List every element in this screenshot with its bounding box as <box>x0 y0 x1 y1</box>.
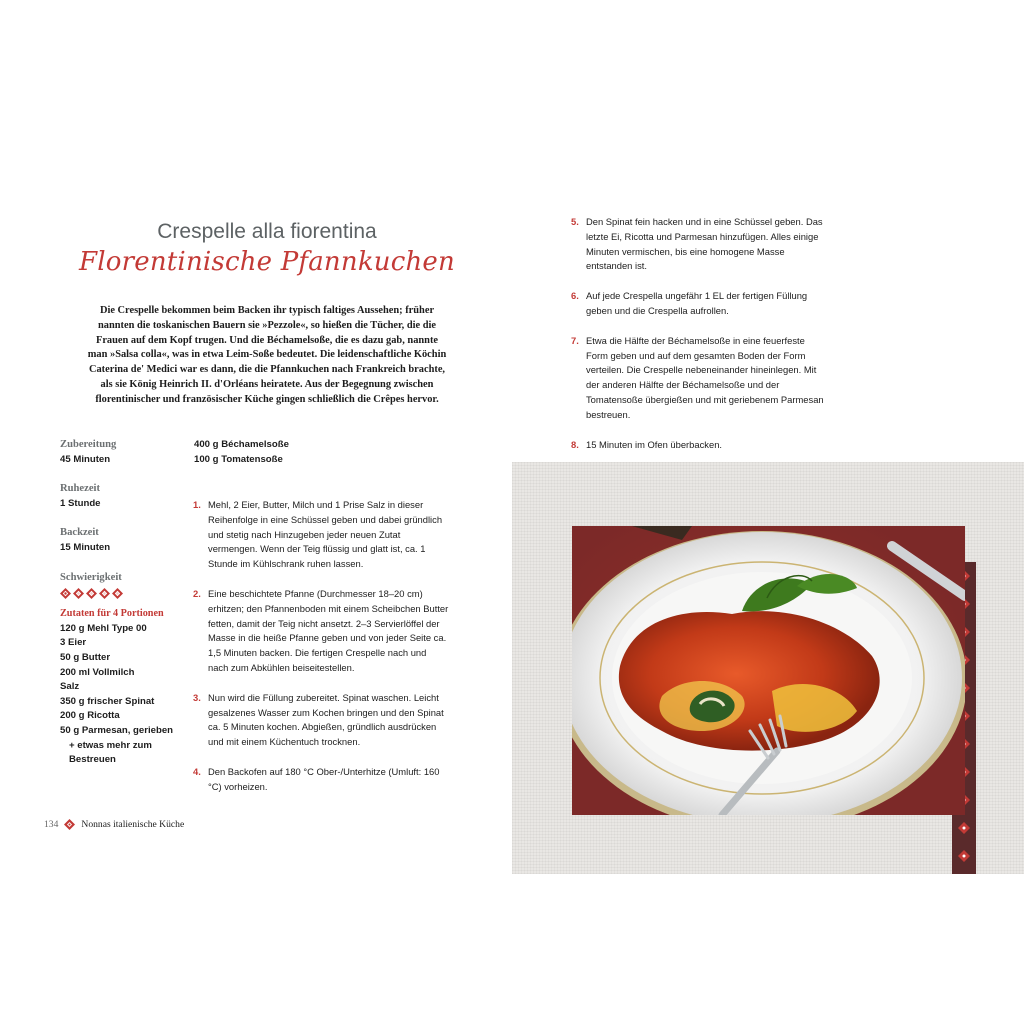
rest-label: Ruhezeit <box>60 483 101 495</box>
difficulty-label: Schwierigkeit <box>60 571 122 583</box>
bake-value: 15 Minuten <box>60 541 111 553</box>
ingredient-item: 120 g Mehl Type 00 <box>60 622 147 634</box>
step-number: 8. <box>571 438 579 450</box>
difficulty-diamond-empty-icon <box>73 588 84 599</box>
ingredient-item: Bestreuen <box>69 754 116 766</box>
rest-time <box>60 482 190 511</box>
bake-time <box>60 526 190 555</box>
ingredient-item: Salz <box>60 681 80 693</box>
step-text: Auf jede Crespella ungefähr 1 EL der fertigen Füllung geben und die Crespella aufrollen. <box>586 290 808 316</box>
prep-label: Zubereitung <box>60 439 117 450</box>
page-footer <box>44 819 184 830</box>
ingredient-item: 50 g Parmesan, gerieben <box>60 724 174 736</box>
intro-line: Caterina de' Medici war es dann, die die Pfannkuchen nach Frankreich brachte, <box>88 364 446 376</box>
step-text: Mehl, 2 Eier, Butter, Milch und 1 Prise Salz in dieser Reihenfolge in eine Schüssel geben und dabei gründlich und stetig nach Hinzugeben jeder neuen Zutat vermengen. Wenn der Teig flüssig und glatt ist, ca. 1 Stunde im Kühlschrank ruhen lassen. <box>208 499 443 570</box>
ingredient-item: 3 Eier <box>60 637 87 649</box>
step-text: 15 Minuten im Ofen überbacken. <box>586 438 723 450</box>
recipe-title-italian: Crespelle alla fiorentina <box>157 220 377 243</box>
difficulty-diamond-empty-icon <box>99 588 110 599</box>
extra-ingredient-item: 400 g Béchamelsoße <box>194 439 289 450</box>
intro-line: nannten die toskanischen Bauern sie »Pezzole«, so hießen die Tücher, die die <box>97 319 436 331</box>
step-text: Eine beschichtete Pfanne (Durchmesser 18–20 cm) erhitzen; den Pfannenboden mit einem Scheibchen Butter fetten, damit der Teig nicht ansetzt. 2–3 Servierlöffel der Masse in die heiße Pfanne geben und von jeder Seite ca. 1,5 Minuten backen. Die fertigen Crespelle nach und nach zum Abkühlen beiseitestellen. <box>208 587 449 673</box>
recipe-step <box>193 587 449 676</box>
steps-column-left <box>193 498 449 810</box>
book-title: Nonnas italienische Küche <box>81 819 185 830</box>
recipe-meta <box>60 438 190 768</box>
intro-line: Die Crespelle bekommen beim Backen ihr typisch faltiges Aussehen; früher <box>99 305 435 316</box>
difficulty-diamond-filled-icon <box>60 588 71 599</box>
bake-label: Backzeit <box>60 527 99 539</box>
recipe-step <box>571 334 827 423</box>
step-text: Den Backofen auf 180 °C Ober-/Unterhitze (Umluft: 160 °C) vorheizen. <box>208 765 440 792</box>
step-text: Nun wird die Füllung zubereitet. Spinat waschen. Leicht gesalzenes Wasser zum Kochen bringen und den Spinat ca. 5 Minuten kochen. Abgießen, gründlich ausdrücken und mit einem Küchentuch trocknen. <box>208 691 444 748</box>
ingredient-item: 350 g frischer Spinat <box>60 695 155 707</box>
step-text: Den Spinat fein hacken und in eine Schüssel geben. Das letzte Ei, Ricotta und Parmesan hinzufügen. Alles einige Minuten vermischen, bis eine homogene Masse entstanden ist. <box>586 216 823 272</box>
rest-value: 1 Stunde <box>60 497 101 509</box>
diamond-ornament-icon <box>64 819 75 830</box>
recipe-step <box>193 498 449 572</box>
difficulty-diamond-empty-icon <box>112 588 123 599</box>
dish-photo <box>572 526 965 815</box>
recipe-step <box>571 215 827 274</box>
prep-value: 45 Minuten <box>60 453 111 465</box>
recipe-step <box>571 289 827 319</box>
difficulty <box>60 571 190 600</box>
step-number: 5. <box>571 216 579 227</box>
intro-line: als sie König Heinrich II. d'Orléans heiratete. Aus der Begegnung zwischen <box>100 378 434 390</box>
steps-column-right <box>571 215 827 467</box>
intro-line: man »Salsa colla«, was in etwa Leim-Soße bedeutet. Die leidenschaftliche Köchin <box>87 349 447 361</box>
step-number: 3. <box>193 691 201 703</box>
intro-line: Frauen auf dem Kopf trugen. Und die Béchamelsoße, die es dazu gab, nannte <box>95 334 439 346</box>
extra-ingredient-item: 100 g Tomatensoße <box>194 453 283 465</box>
recipe-title-german: Florentinische Pfannkuchen <box>79 247 455 277</box>
ingredient-item: 50 g Butter <box>60 651 111 663</box>
step-number: 6. <box>571 290 579 302</box>
recipe-intro <box>62 304 472 408</box>
ingredient-item: 200 ml Vollmilch <box>60 666 135 678</box>
ingredient-item: + etwas mehr zum <box>69 739 152 751</box>
step-number: 7. <box>571 334 579 346</box>
page-number: 134 <box>44 819 59 830</box>
extra-ingredients <box>194 438 289 467</box>
prep-time <box>60 438 190 467</box>
difficulty-rating <box>60 588 190 599</box>
step-text: Etwa die Hälfte der Béchamelsoße in eine feuerfeste Form geben und auf dem gesamten Boden der Form verteilen. Die Crespelle nebeneinander hineinlegen. Mit der anderen Hälfte der Béchamelsoße und der Tomatensoße übergießen und mit geriebenem Parmesan bestreuen. <box>586 334 824 420</box>
recipe-step <box>193 691 449 750</box>
ingredients-header: Zutaten für 4 Portionen <box>60 608 164 620</box>
recipe-step <box>193 765 449 795</box>
ingredient-item: 200 g Ricotta <box>60 710 120 722</box>
intro-line: florentinischer und französischer Küche gingen schließlich die Crêpes hervor. <box>95 393 439 405</box>
difficulty-diamond-empty-icon <box>86 588 97 599</box>
step-number: 1. <box>193 499 201 510</box>
recipe-step <box>571 438 827 453</box>
step-number: 4. <box>193 765 201 777</box>
step-number: 2. <box>193 587 201 599</box>
